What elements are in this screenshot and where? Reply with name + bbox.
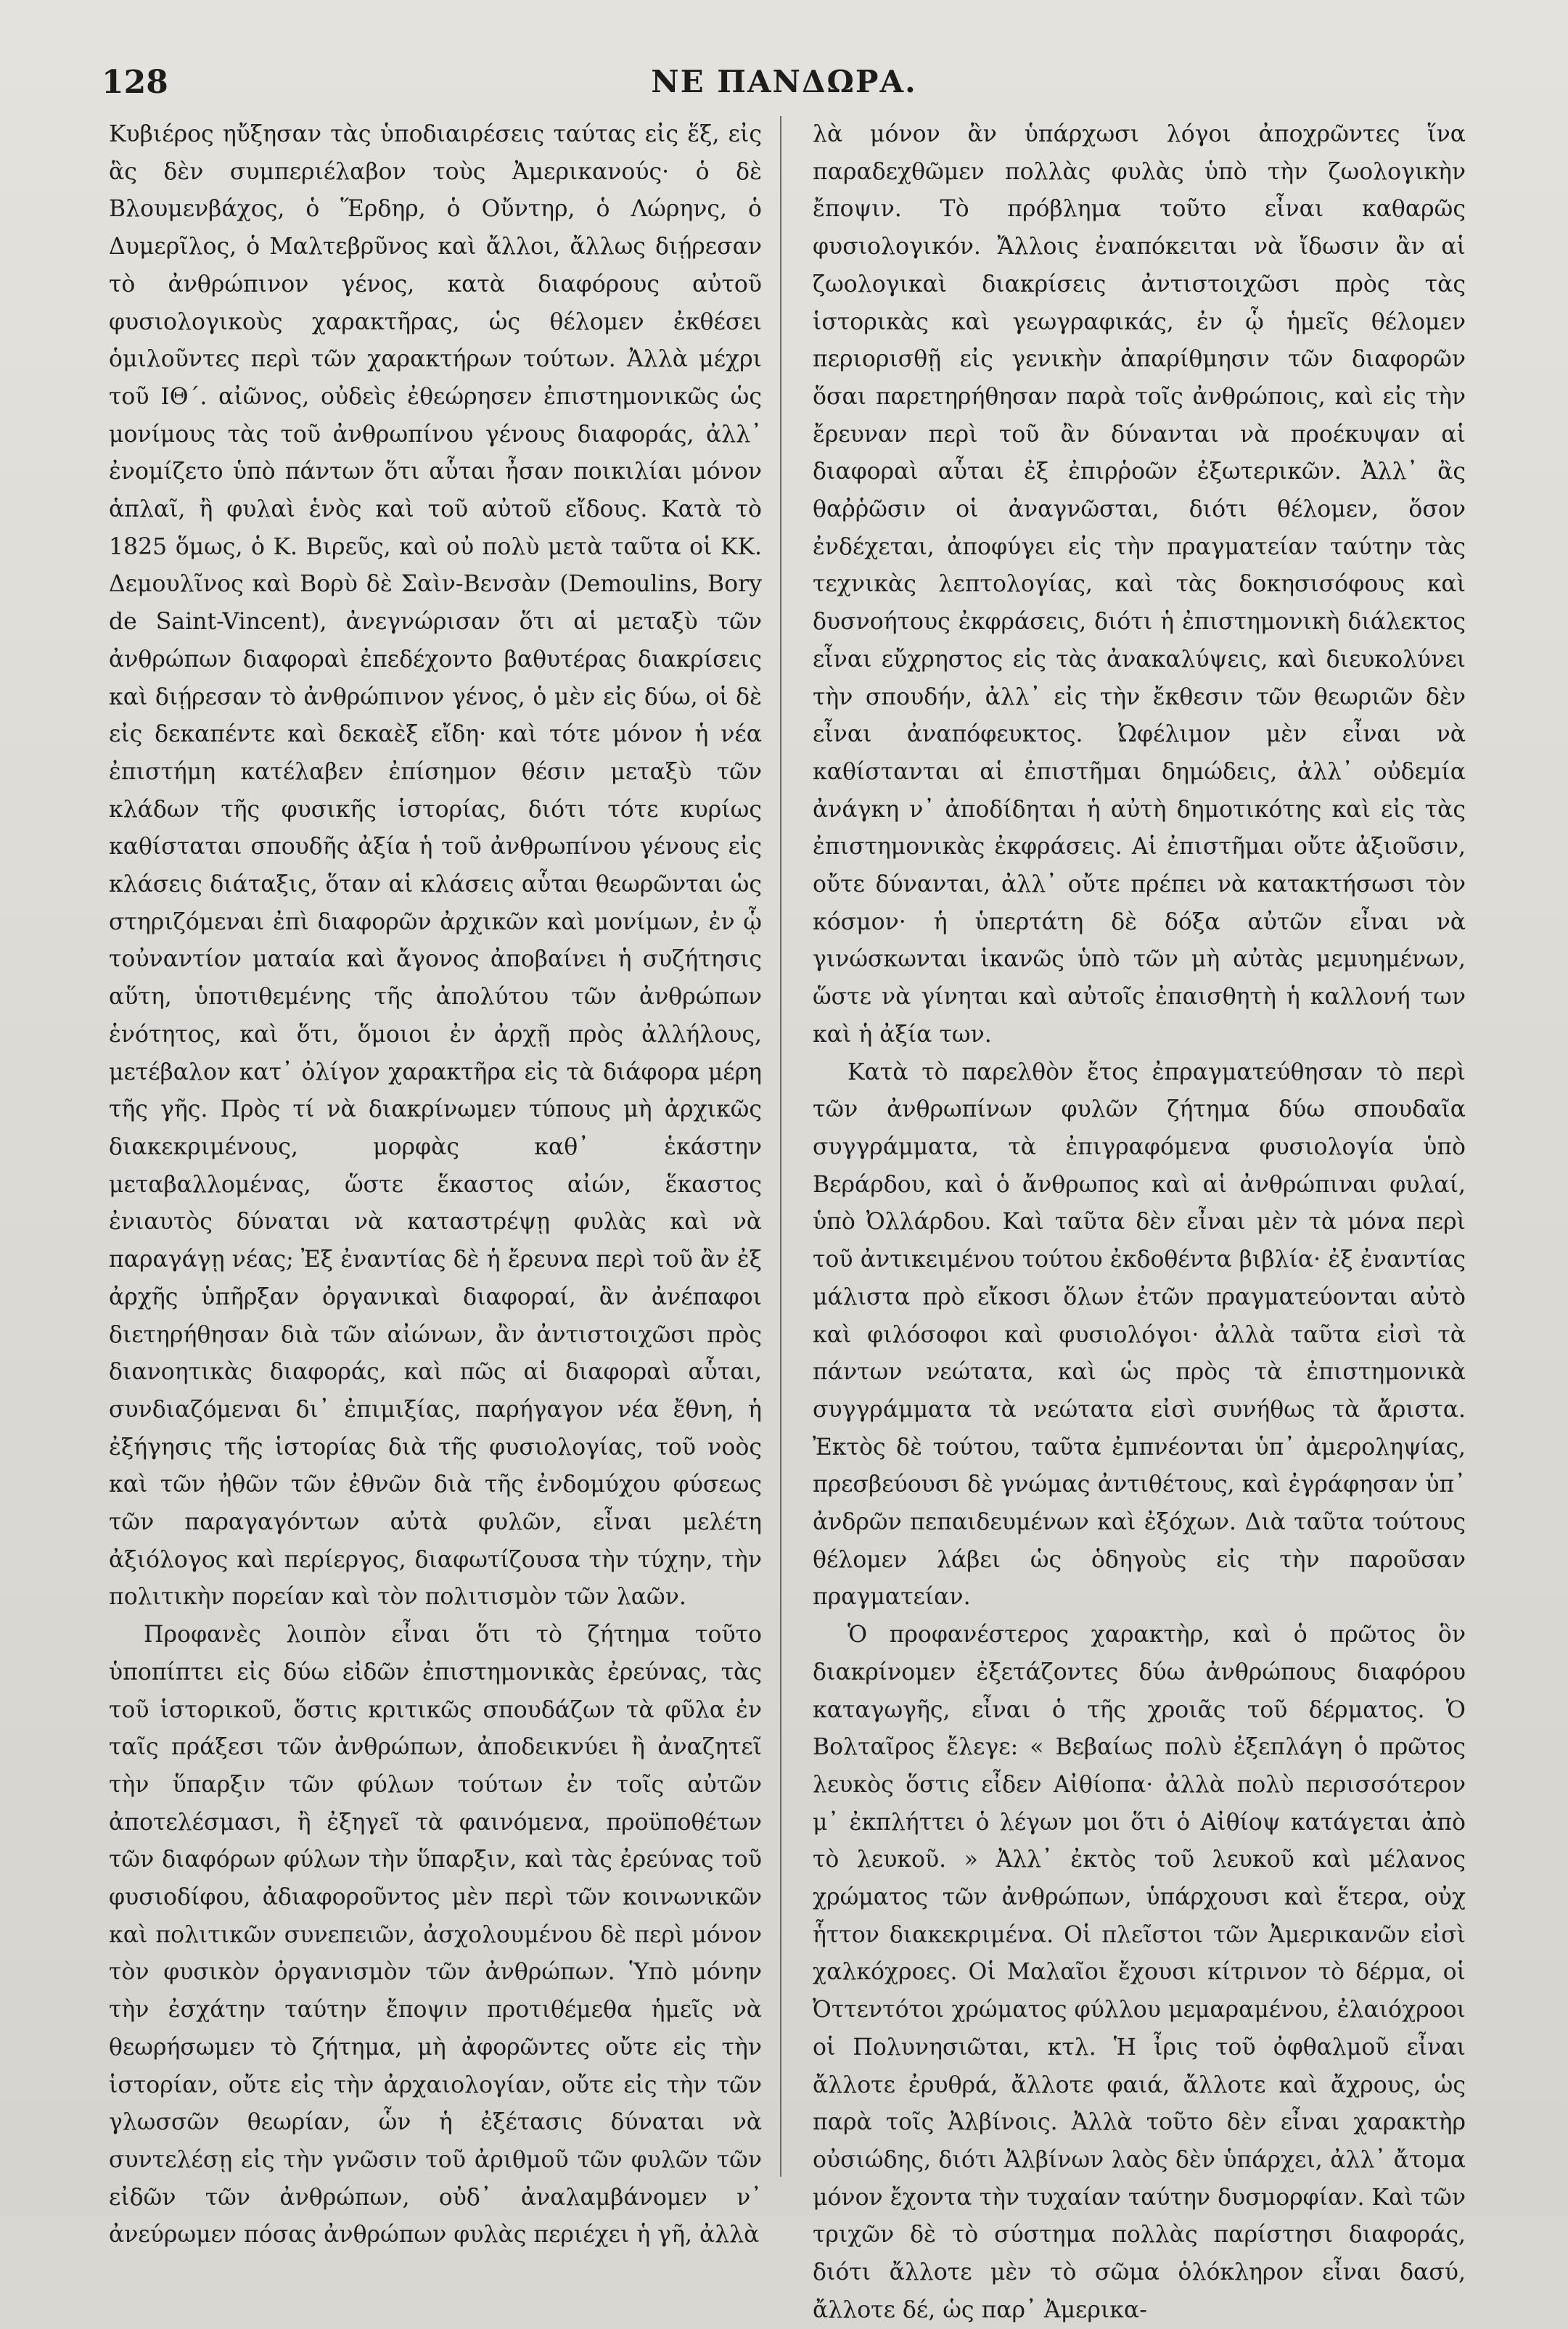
paragraph: Ὁ προφανέστερος χαρακτὴρ, καὶ ὁ πρῶτος ὃν διακρίνομεν ἐξετάζοντες δύω ἀνθρώπους διαφόρου καταγωγῆς, εἶναι ὁ τῆς χροιᾶς τοῦ δέρματος. Ὁ Βολταῖρος ἔλεγε: « Βεβαίως πολὺ ἐξεπλάγη ὁ πρῶτος λευκὸς ὅστις εἶδεν Αἰθίοπα· ἀλλὰ πολὺ περισσότερον μ᾽ ἐκπλήττει ὁ λέγων μοι ὅτι ὁ Αἰθίοψ κατάγεται ἀπὸ τὸ λευκοῦ. » Ἀλλ᾽ ἐκτὸς τοῦ λευκοῦ καὶ μέλανος χρώματος τῶν ἀνθρώπων, ὑπάρχουσι καὶ ἕτερα, οὐχ ἧττον διακεκριμένα. Οἱ πλεῖστοι τῶν Ἀμερικανῶν εἰσὶ χαλκόχροες. Οἱ Μαλαῖοι ἔχουσι κίτρινον τὸ δέρμα, οἱ Ὀττεντότοι χρώματος φύλλου μεμαραμένου, ἐλαιόχροοι οἱ Πολυνησιῶται, κτλ. Ἡ ἶρις τοῦ ὀφθαλμοῦ εἶναι ἄλλοτε ἐρυθρά, ἄλλοτε φαιά, ἄλλοτε καὶ ἄχρους, ὡς παρὰ τοῖς Ἀλβίνοις. Ἀλλὰ τοῦτο δὲν εἶναι χαρακτὴρ οὐσιώδης, διότι Ἀλβίνων λαὸς δὲν ὑπάρχει, ἀλλ᾽ ἄτομα μόνον ἔχοντα τὴν τυχαίαν ταύτην δυσμορφίαν. Καὶ τῶν τριχῶν δὲ τὸ σύστημα πολλὰς παρίστησι διαφοράς, διότι ἄλλοτε μὲν τὸ σῶμα ὁλόκληρον εἶναι δασύ, ἄλλοτε δέ, ὡς παρ᾽ Ἀμερικα- [813,1622,1466,2323]
page-number: 128 [102,64,168,101]
paragraph: λὰ μόνον ἂν ὑπάρχωσι λόγοι ἀποχρῶντες ἵνα παραδεχθῶμεν πολλὰς φυλὰς ὑπὸ τὴν ζωολογικὴν ἔποψιν. Τὸ πρόβλημα τοῦτο εἶναι καθαρῶς φυσιολογικόν. Ἄλλοις ἐναπόκειται νὰ ἴδωσιν ἂν αἱ ζωολογικαὶ διακρίσεις ἀντιστοιχῶσι πρὸς τὰς ἱστορικὰς καὶ γεωγραφικάς, ἐν ᾧ ἡμεῖς θέλομεν περιορισθῇ εἰς γενικὴν ἀπαρίθμησιν τῶν διαφορῶν ὅσαι παρετηρήθησαν παρὰ τοῖς ἀνθρώποις, καὶ εἰς τὴν ἔρευναν περὶ τοῦ ἂν δύνανται νὰ προέκυψαν αἱ διαφοραὶ αὗται ἐξ ἐπιρῥοῶν ἐξωτερικῶν. Ἀλλ᾽ ἂς θαῤῥῶσιν οἱ ἀναγνῶσται, διότι θέλομεν, ὅσον ἐνδέχεται, ἀποφύγει εἰς τὴν πραγματείαν ταύτην τὰς τεχνικὰς λεπτολογίας, καὶ τὰς δοκησισόφους καὶ δυσνοήτους ἐκφράσεις, διότι ἡ ἐπιστημονικὴ διάλεκτος εἶναι εὔχρηστος εἰς τὰς ἀνακαλύψεις, καὶ διευκολύνει τὴν σπουδήν, ἀλλ᾽ εἰς τὴν ἔκθεσιν τῶν θεωριῶν δὲν εἶναι ἀναπόφευκτος. Ὠφέλιμον μὲν εἶναι νὰ καθίστανται αἱ ἐπιστῆμαι δημώδεις, ἀλλ᾽ οὐδεμία ἀνάγκη ν᾽ ἀποδίδηται ἡ αὐτὴ δημοτικότης καὶ εἰς τὰς ἐπιστημονικὰς ἐκφράσεις. Αἱ ἐπιστῆμαι οὔτε ἀξιοῦσιν, οὔτε δύνανται, ἀλλ᾽ οὔτε πρέπει νὰ κατακτήσωσι τὸν κόσμον· ἡ ὑπερτάτη δὲ δόξα αὐτῶν εἶναι νὰ γινώσκωνται ἱκανῶς ὑπὸ τῶν μὴ αὐτὰς μεμυημένων, ὥστε νὰ γίνηται καὶ αὐτοῖς ἐπαισθητὴ ἡ καλλονή των καὶ ἡ ἀξία των. [813,121,1466,1048]
paragraph: Κυβιέρος ηὔξησαν τὰς ὑποδιαιρέσεις ταύτας εἰς ἕξ, εἰς ἃς δὲν συμπεριέλαβον τοὺς Ἀμερικανούς· ὁ δὲ Βλουμενβάχος, ὁ Ἕρδηρ, ὁ Οὔντηρ, ὁ Λώρηνς, ὁ Δυμερῖλος, ὁ Μαλτεβρῦνος καὶ ἄλλοι, ἄλλως διῄρεσαν τὸ ἀνθρώπινον γένος, κατὰ διαφόρους αὐτοῦ φυσιολογικοὺς χαρακτῆρας, ὡς θέλομεν ἐκθέσει ὁμιλοῦντες περὶ τῶν χαρακτήρων τούτων. Ἀλλὰ μέχρι τοῦ ΙΘ΄. αἰῶνος, οὐδεὶς ἐθεώρησεν ἐπιστημονικῶς ὡς μονίμους τὰς τοῦ ἀνθρωπίνου γένους διαφοράς, ἀλλ᾽ ἐνομίζετο ὑπὸ πάντων ὅτι αὗται ἦσαν ποικιλίαι μόνον ἁπλαῖ, ἢ φυλαὶ ἑνὸς καὶ τοῦ αὐτοῦ εἴδους. Κατὰ τὸ 1825 ὅμως, ὁ Κ. Βιρεῦς, καὶ οὐ πολὺ μετὰ ταῦτα οἱ ΚΚ. Δεμουλῖνος καὶ Βορὺ δὲ Σαὶν-Βενσὰν (Demoulins, Bory de Saint-Vincent), ἀνεγνώρισαν ὅτι αἱ μεταξὺ τῶν ἀνθρώπων διαφοραὶ ἐπεδέχοντο βαθυτέρας διακρίσεις καὶ διῄρεσαν τὸ ἀνθρώπινον γένος, ὁ μὲν εἰς δύω, οἱ δὲ εἰς δεκαπέντε καὶ δεκαὲξ εἴδη· καὶ τότε μόνον ἡ νέα ἐπιστήμη κατέλαβεν ἐπίσημον θέσιν μεταξὺ τῶν κλάδων τῆς φυσικῆς ἱστορίας, διότι τότε κυρίως καθίσταται σπουδῆς ἀξία ἡ τοῦ ἀνθρωπίνου γένους εἰς κλάσεις διάταξις, ὅταν αἱ κλάσεις αὗται θεωρῶνται ὡς στηριζόμεναι ἐπὶ διαφορῶν ἀρχικῶν καὶ μονίμων, ἐν ᾧ τοὐναντίον ματαία καὶ ἄγονος ἀποβαίνει ἡ συζήτησις αὕτη, ὑποτιθεμένης τῆς ἀπολύτου τῶν ἀνθρώπων ἑνότητος, καὶ ὅτι, ὅμοιοι ἐν ἀρχῇ πρὸς ἀλλήλους, μετέβαλον κατ᾽ ὀλίγον χαρακτῆρα εἰς τὰ διάφορα μέρη τῆς γῆς. Πρὸς τί νὰ διακρίνωμεν τύπους μὴ ἀρχικῶς διακεκριμένους, μορφὰς καθ᾽ ἑκάστην μεταβαλλομένας, ὥστε ἕκαστος αἰών, ἕκαστος ἐνιαυτὸς δύναται νὰ καταστρέψῃ φυλὰς καὶ νὰ παραγάγῃ νέας; Ἐξ ἐναντίας δὲ ἡ ἔρευνα περὶ τοῦ ἂν ἐξ ἀρχῆς ὑπῆρξαν ὀργανικαὶ διαφοραί, ἂν ἀνέπαφοι διετηρήθησαν διὰ τῶν αἰώνων, ἂν ἀντιστοιχῶσι πρὸς διανοητικὰς διαφοράς, καὶ πῶς αἱ διαφοραὶ αὗται, συνδιαζόμεναι δι᾽ ἐπιμιξίας, παρήγαγον νέα ἔθνη, ἡ ἐξήγησις τῆς ἱστορίας διὰ τῆς φυσιολογίας, τοῦ νοὸς καὶ τῶν ἠθῶν τῶν ἐθνῶν διὰ τῆς ἐνδομύχου φύσεως τῶν παραγαγόντων αὐτὰ φυλῶν, εἶναι μελέτη ἀξιόλογος καὶ περίεργος, διαφωτίζουσα τὴν τύχην, τὴν πολιτικὴν πορείαν καὶ τὸν πολιτισμὸν τῶν λαῶν. [109,121,762,1611]
paragraph: Προφανὲς λοιπὸν εἶναι ὅτι τὸ ζήτημα τοῦτο ὑποπίπτει εἰς δύω εἰδῶν ἐπιστημονικὰς ἐρεύνας, τὰς τοῦ ἱστορικοῦ, ὅστις κριτικῶς σπουδάζων τὰ φῦλα ἐν ταῖς πράξεσι τῶν ἀνθρώπων, ἀποδεικνύει ἢ ἀναζητεῖ τὴν ὕπαρξιν τῶν φύλων τούτων ἐν τοῖς αὐτῶν ἀποτελέσμασι, ἢ ἐξηγεῖ τὰ φαινόμενα, προϋποθέτων τῶν διαφόρων φύλων τὴν ὕπαρξιν, καὶ τὰς ἐρεύνας τοῦ φυσιοδίφου, ἀδιαφοροῦντος μὲν περὶ τῶν κοινωνικῶν καὶ πολιτικῶν συνεπειῶν, ἀσχολουμένου δὲ περὶ μόνον τὸν φυσικὸν ὀργανισμὸν τῶν ἀνθρώπων. Ὑπὸ μόνην τὴν ἐσχάτην ταύτην ἔποψιν προτιθέμεθα ἡμεῖς νὰ θεωρήσωμεν τὸ ζήτημα, μὴ ἀφορῶντες οὔτε εἰς τὴν ἱστορίαν, οὔτε εἰς τὴν ἀρχαιολογίαν, οὔτε εἰς τὴν τῶν γλωσσῶν θεωρίαν, ὧν ἡ ἐξέτασις δύναται νὰ συντελέσῃ εἰς τὴν γνῶσιν τοῦ ἀριθμοῦ τῶν φυλῶν τῶν εἰδῶν τῶν ἀνθρώπων, οὐδ᾽ ἀναλαμβάνομεν ν᾽ ἀνεύρωμεν πόσας ἀνθρώπων φυλὰς περιέχει ἡ γῆ, ἀλλὰ [109,1622,762,2248]
left-column [109,116,762,2248]
page-header [102,57,1466,107]
running-title: ΝΕ ΠΑΝΔΩΡΑ. [651,64,917,99]
text-columns [109,116,1466,2323]
right-column [813,116,1466,2323]
paragraph: Κατὰ τὸ παρελθὸν ἔτος ἐπραγματεύθησαν τὸ περὶ τῶν ἀνθρωπίνων φυλῶν ζήτημα δύω σπουδαῖα συγγράμματα, τὰ ἐπιγραφόμενα φυσιολογία ὑπὸ Βεράρδου, καὶ ὁ ἄνθρωπος καὶ αἱ ἀνθρώπιναι φυλαί, ὑπὸ Ὀλλάρδου. Καὶ ταῦτα δὲν εἶναι μὲν τὰ μόνα περὶ τοῦ ἀντικειμένου τούτου ἐκδοθέντα βιβλία· ἐξ ἐναντίας μάλιστα πρὸ εἴκοσι ὅλων ἐτῶν πραγματεύονται αὐτὸ καὶ φιλόσοφοι καὶ φυσιολόγοι· ἀλλὰ ταῦτα εἰσὶ τὰ πάντων νεώτατα, καὶ ὡς πρὸς τὰ ἐπιστημονικὰ συγγράμματα τὰ νεώτατα εἰσὶ συνήθως τὰ ἄριστα. Ἐκτὸς δὲ τούτου, ταῦτα ἐμπνέονται ὑπ᾽ ἀμεροληψίας, πρεσβεύουσι δὲ γνώμας ἀντιθέτους, καὶ ἐγράφησαν ὑπ᾽ ἀνδρῶν πεπαιδευμένων καὶ ἐξόχων. Διὰ ταῦτα τούτους θέλομεν λάβει ὡς ὁδηγοὺς εἰς τὴν παροῦσαν πραγματείαν. [813,1059,1466,1611]
